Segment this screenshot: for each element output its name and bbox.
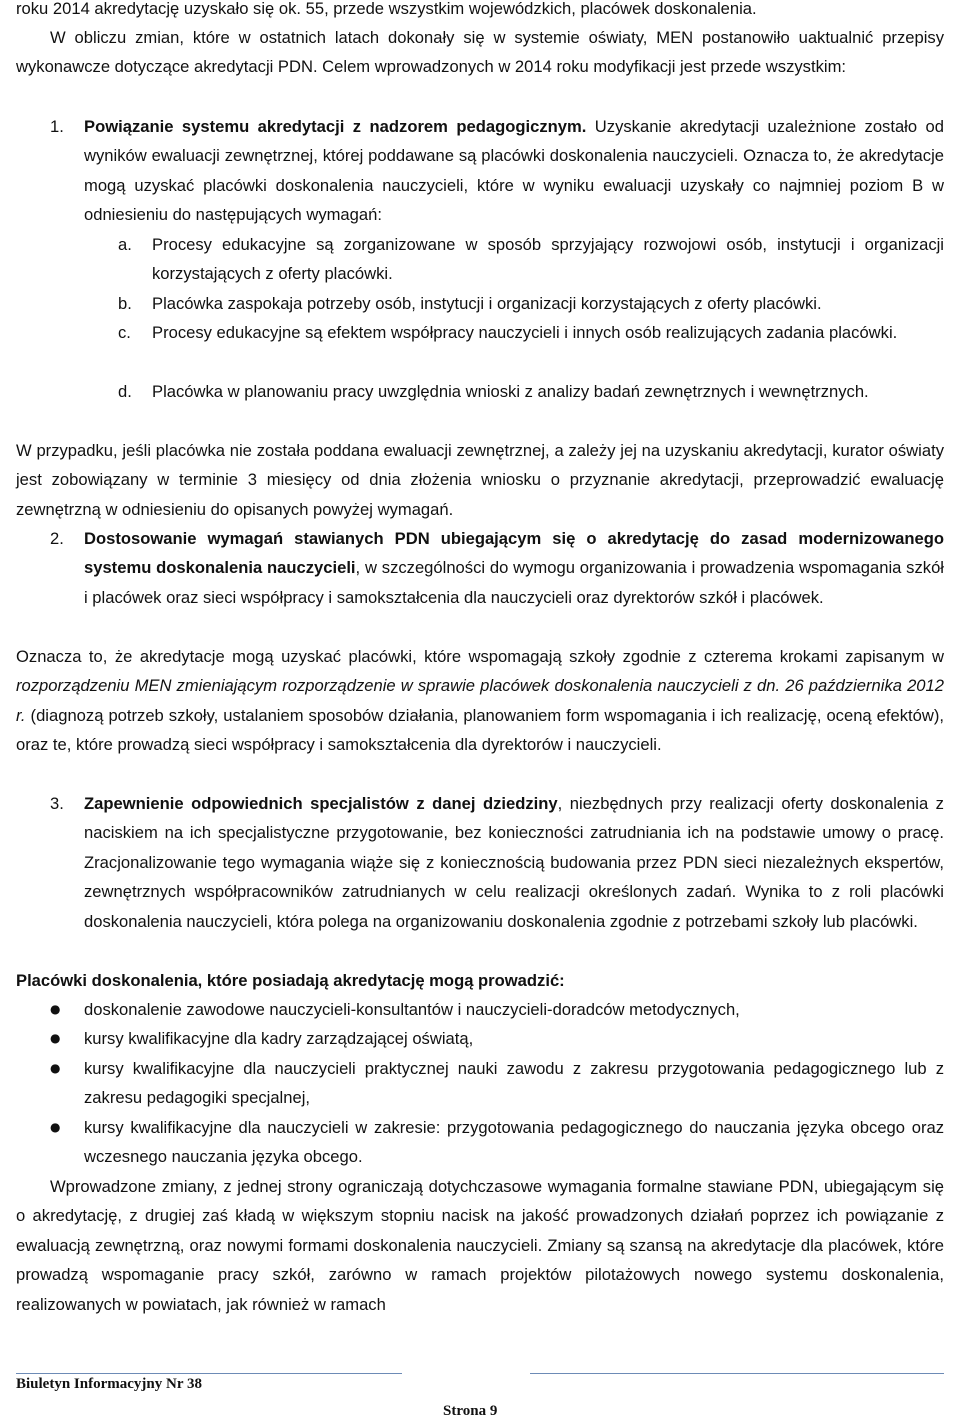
item-1-bold: Powiązanie systemu akredytacji z nadzorem pedagogicznym. xyxy=(84,117,587,136)
sub-d-letter: d. xyxy=(118,382,132,401)
paragraph-intro-continued: roku 2014 akredytację uzyskało się ok. 55, przede wszystkim wojewódzkich, placówek doskonalenia. xyxy=(16,0,757,18)
means-text-a: Oznacza to, że akredytacje mogą uzyskać placówki, które wspomagają szkoły zgodnie z czterema krokami zapisanym w xyxy=(16,647,944,666)
bullet-icon: ● xyxy=(50,1061,61,1075)
section-heading-bold: Placówki doskonalenia, które posiadają akredytację mogą prowadzić: xyxy=(16,971,565,990)
sub-a-text: Procesy edukacyjne są zorganizowane w sposób sprzyjający rozwojowi osób, instytucji i organizacji korzystających z oferty placówki. xyxy=(152,235,944,284)
bullet-icon: ● xyxy=(50,1120,61,1134)
bullet-item-2: kursy kwalifikacyjne dla kadry zarządzającej oświatą, xyxy=(84,1029,474,1048)
bullet-item-1: doskonalenie zawodowe nauczycieli-konsultantów i nauczycieli-doradców metodycznych, xyxy=(84,1000,740,1019)
paragraph-means xyxy=(16,642,944,760)
bullet-item-3: kursy kwalifikacyjne dla nauczycieli praktycznej nauki zawodu z zakresu przygotowania pedagogicznego lub z zakresu pedagogiki specjalnej, xyxy=(84,1059,944,1108)
paragraph-closing: Wprowadzone zmiany, z jednej strony ograniczają dotychczasowe wymagania formalne stawiane PDN, ubiegającym się o akredytację, z drugiej zaś kładą w większym stopniu nacisk na jakość prowadzonych działań poprzez ich powiązanie z ewaluacją zewnętrzną, oraz nowymi formami doskonalenia nauczycieli. Zmiany są szansą na akredytacje dla placówek, które prowadzą wspomaganie pracy szkół, zarówno w ramach projektów pilotażowych nowego systemu doskonalenia, realizowanych w powiatach, jak również w ramach xyxy=(16,1177,944,1314)
item-3-number: 3. xyxy=(50,794,64,813)
means-text-b: (diagnozą potrzeb szkoły, ustalaniem sposobów działania, planowaniem form wspomagania i ich realizację, oceną efektów), oraz te, które prowadzą sieci współpracy i samokształcenia dla dyrektorów i nauczycieli. xyxy=(16,705,944,755)
footer-divider-gap xyxy=(402,1370,530,1376)
footer-bulletin-title: Biuletyn Informacyjny Nr 38 xyxy=(16,1376,202,1392)
section-heading xyxy=(16,966,944,995)
item-1-text xyxy=(84,112,944,230)
sub-b-text: Placówka zaspokaja potrzeby osób, instytucji i organizacji korzystających z oferty placówki. xyxy=(152,294,822,313)
paragraph-intro: W obliczu zmian, które w ostatnich latach dokonały się w systemie oświaty, MEN postanowiło uaktualnić przepisy wykonawcze dotyczące akredytacji PDN. Celem wprowadzonych w 2014 roku modyfikacji jest przede wszystkim: xyxy=(16,28,944,77)
sub-c-letter: c. xyxy=(118,323,131,342)
item-2-body: , w szczególności do wymogu organizowania i prowadzenia wspomagania szkół i placówek oraz sieci współpracy i samokształcenia dla nauczycieli oraz dyrektorów szkół i placówek. xyxy=(84,558,944,607)
item-1-body: Uzyskanie akredytacji uzależnione zostało od wyników ewaluacji zewnętrznej, której poddawane są placówki doskonalenia nauczycieli. Oznacza to, że akredytacje mogą uzyskać placówki doskonalenia nauczycieli, które w wyniku ewaluacji uzyskały co najmniej poziom B w odniesieniu do następujących wymagań: xyxy=(84,117,944,225)
item-3-text xyxy=(84,789,944,936)
bullet-icon: ● xyxy=(50,1002,61,1016)
item-2-bold: Dostosowanie wymagań stawianych PDN ubiegającym się o akredytację do zasad modernizowanego systemu doskonalenia nauczycieli xyxy=(84,529,944,578)
sub-a-letter: a. xyxy=(118,235,132,254)
bullet-item-4: kursy kwalifikacyjne dla nauczycieli w zakresie: przygotowania pedagogicznego do nauczania języka obcego oraz wczesnego nauczania języka obcego. xyxy=(84,1118,944,1167)
item-2-text xyxy=(84,524,944,612)
item-3-bold: Zapewnienie odpowiednich specjalistów z danej dziedziny xyxy=(84,794,558,813)
footer-page-number: Strona 9 xyxy=(443,1403,498,1419)
sub-c-text: Procesy edukacyjne są efektem współpracy nauczycieli i innych osób realizujących zadania placówki. xyxy=(152,323,898,342)
means-regulation-italic: rozporządzeniu MEN zmieniającym rozporządzenie w sprawie placówek doskonalenia nauczycieli z dn. 26 października 2012 r. xyxy=(16,676,944,725)
item-2-number: 2. xyxy=(50,529,64,548)
item-1-number: 1. xyxy=(50,117,64,136)
paragraph-no-evaluation: W przypadku, jeśli placówka nie została poddana ewaluacji zewnętrznej, a zależy jej na uzyskaniu akredytacji, kurator oświaty jest zobowiązany w terminie 3 miesięcy od dnia złożenia wniosku o przyznanie akredytacji, przeprowadzić ewaluację zewnętrzną w odniesieniu do opisanych powyżej wymagań. xyxy=(16,441,944,519)
item-3-body: , niezbędnych przy realizacji oferty doskonalenia z naciskiem na ich specjalistyczne przygotowanie, bez konieczności zatrudniania ich na podstawie umowy o pracę. Zracjonalizowanie tego wymagania wiąże się z koniecznością budowania przez PDN sieci niezależnych ekspertów, zewnętrznych współpracowników zatrudnianych w celu realizacji określonych zadań. Wynika to z roli placówki doskonalenia nauczycieli, która polega na organizowaniu doskonalenia zgodnie z potrzebami szkoły lub placówki. xyxy=(84,794,944,931)
sub-d-text: Placówka w planowaniu pracy uwzględnia wnioski z analizy badań zewnętrznych i wewnętrznych. xyxy=(152,382,869,401)
sub-b-letter: b. xyxy=(118,294,132,313)
bullet-icon: ● xyxy=(50,1031,61,1045)
